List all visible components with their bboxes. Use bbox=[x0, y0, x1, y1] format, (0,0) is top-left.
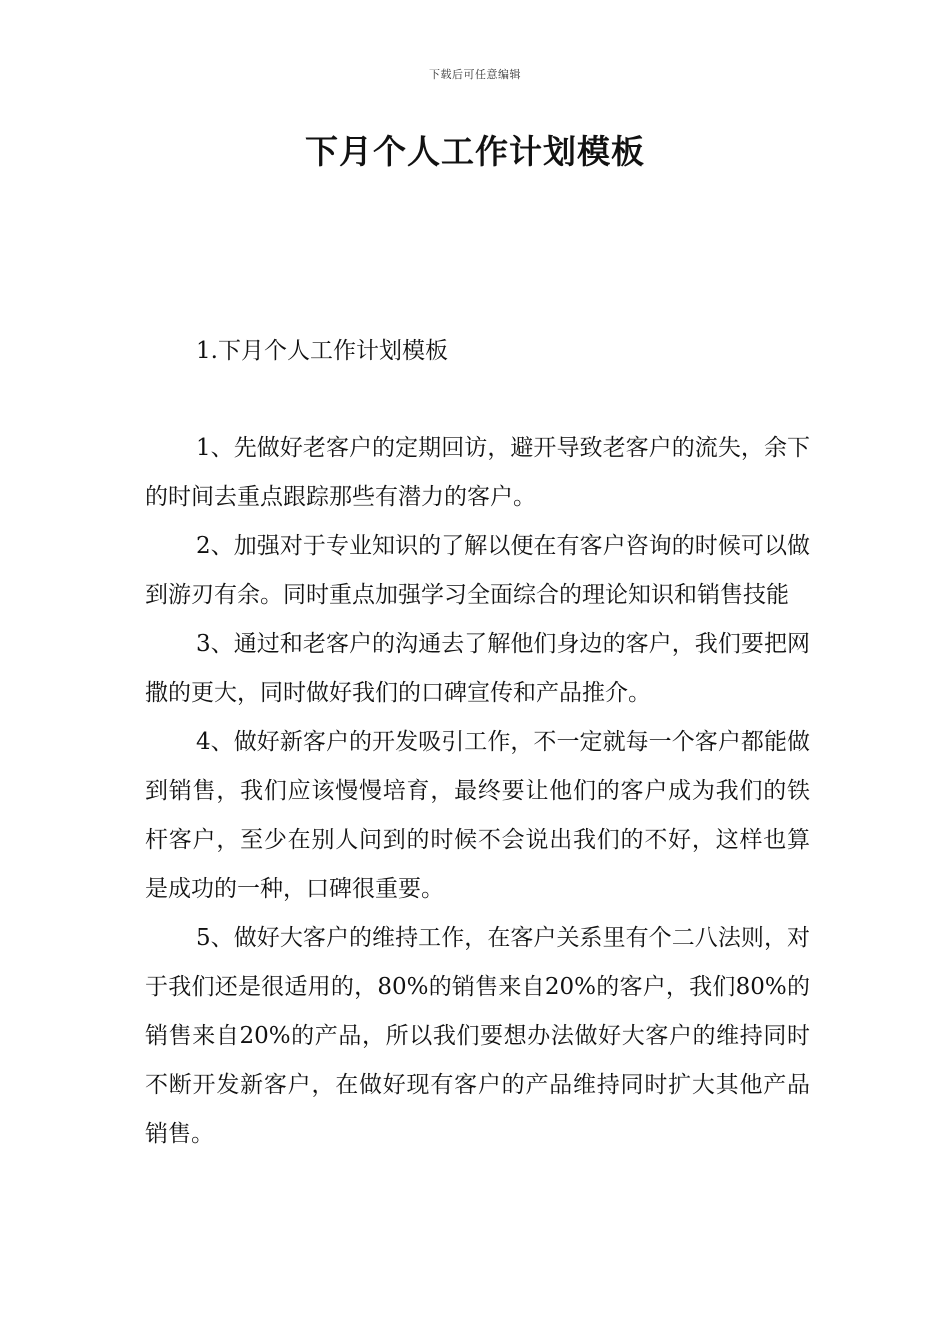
paragraph-3: 3、通过和老客户的沟通去了解他们身边的客户，我们要把网撒的更大，同时做好我们的口碑宣传和产品推介。 bbox=[145, 631, 810, 706]
paragraph-5: 5、做好大客户的维持工作，在客户关系里有个二八法则，对于我们还是很适用的，80%的销售来自20%的客户，我们80%的销售来自20%的产品，所以我们要想办法做好大客户的维持同时不断开发新客户，在做好现有客户的产品维持同时扩大其他产品销售。 bbox=[145, 925, 810, 1147]
paragraph-2: 2、加强对于专业知识的了解以便在有客户咨询的时候可以做到游刃有余。同时重点加强学习全面综合的理论知识和销售技能 bbox=[145, 533, 810, 608]
body-text bbox=[145, 424, 810, 1159]
document-title: 下月个人工作计划模板 bbox=[305, 132, 645, 171]
paragraph-4: 4、做好新客户的开发吸引工作，不一定就每一个客户都能做到销售，我们应该慢慢培育，最终要让他们的客户成为我们的铁杆客户，至少在别人问到的时候不会说出我们的不好，这样也算是成功的一种，口碑很重要。 bbox=[145, 729, 810, 902]
header-note: 下载后可任意编辑 bbox=[429, 68, 521, 81]
paragraph-1: 1、先做好老客户的定期回访，避开导致老客户的流失，余下的时间去重点跟踪那些有潜力的客户。 bbox=[145, 435, 810, 510]
section-heading: 1.下月个人工作计划模板 bbox=[196, 338, 448, 364]
